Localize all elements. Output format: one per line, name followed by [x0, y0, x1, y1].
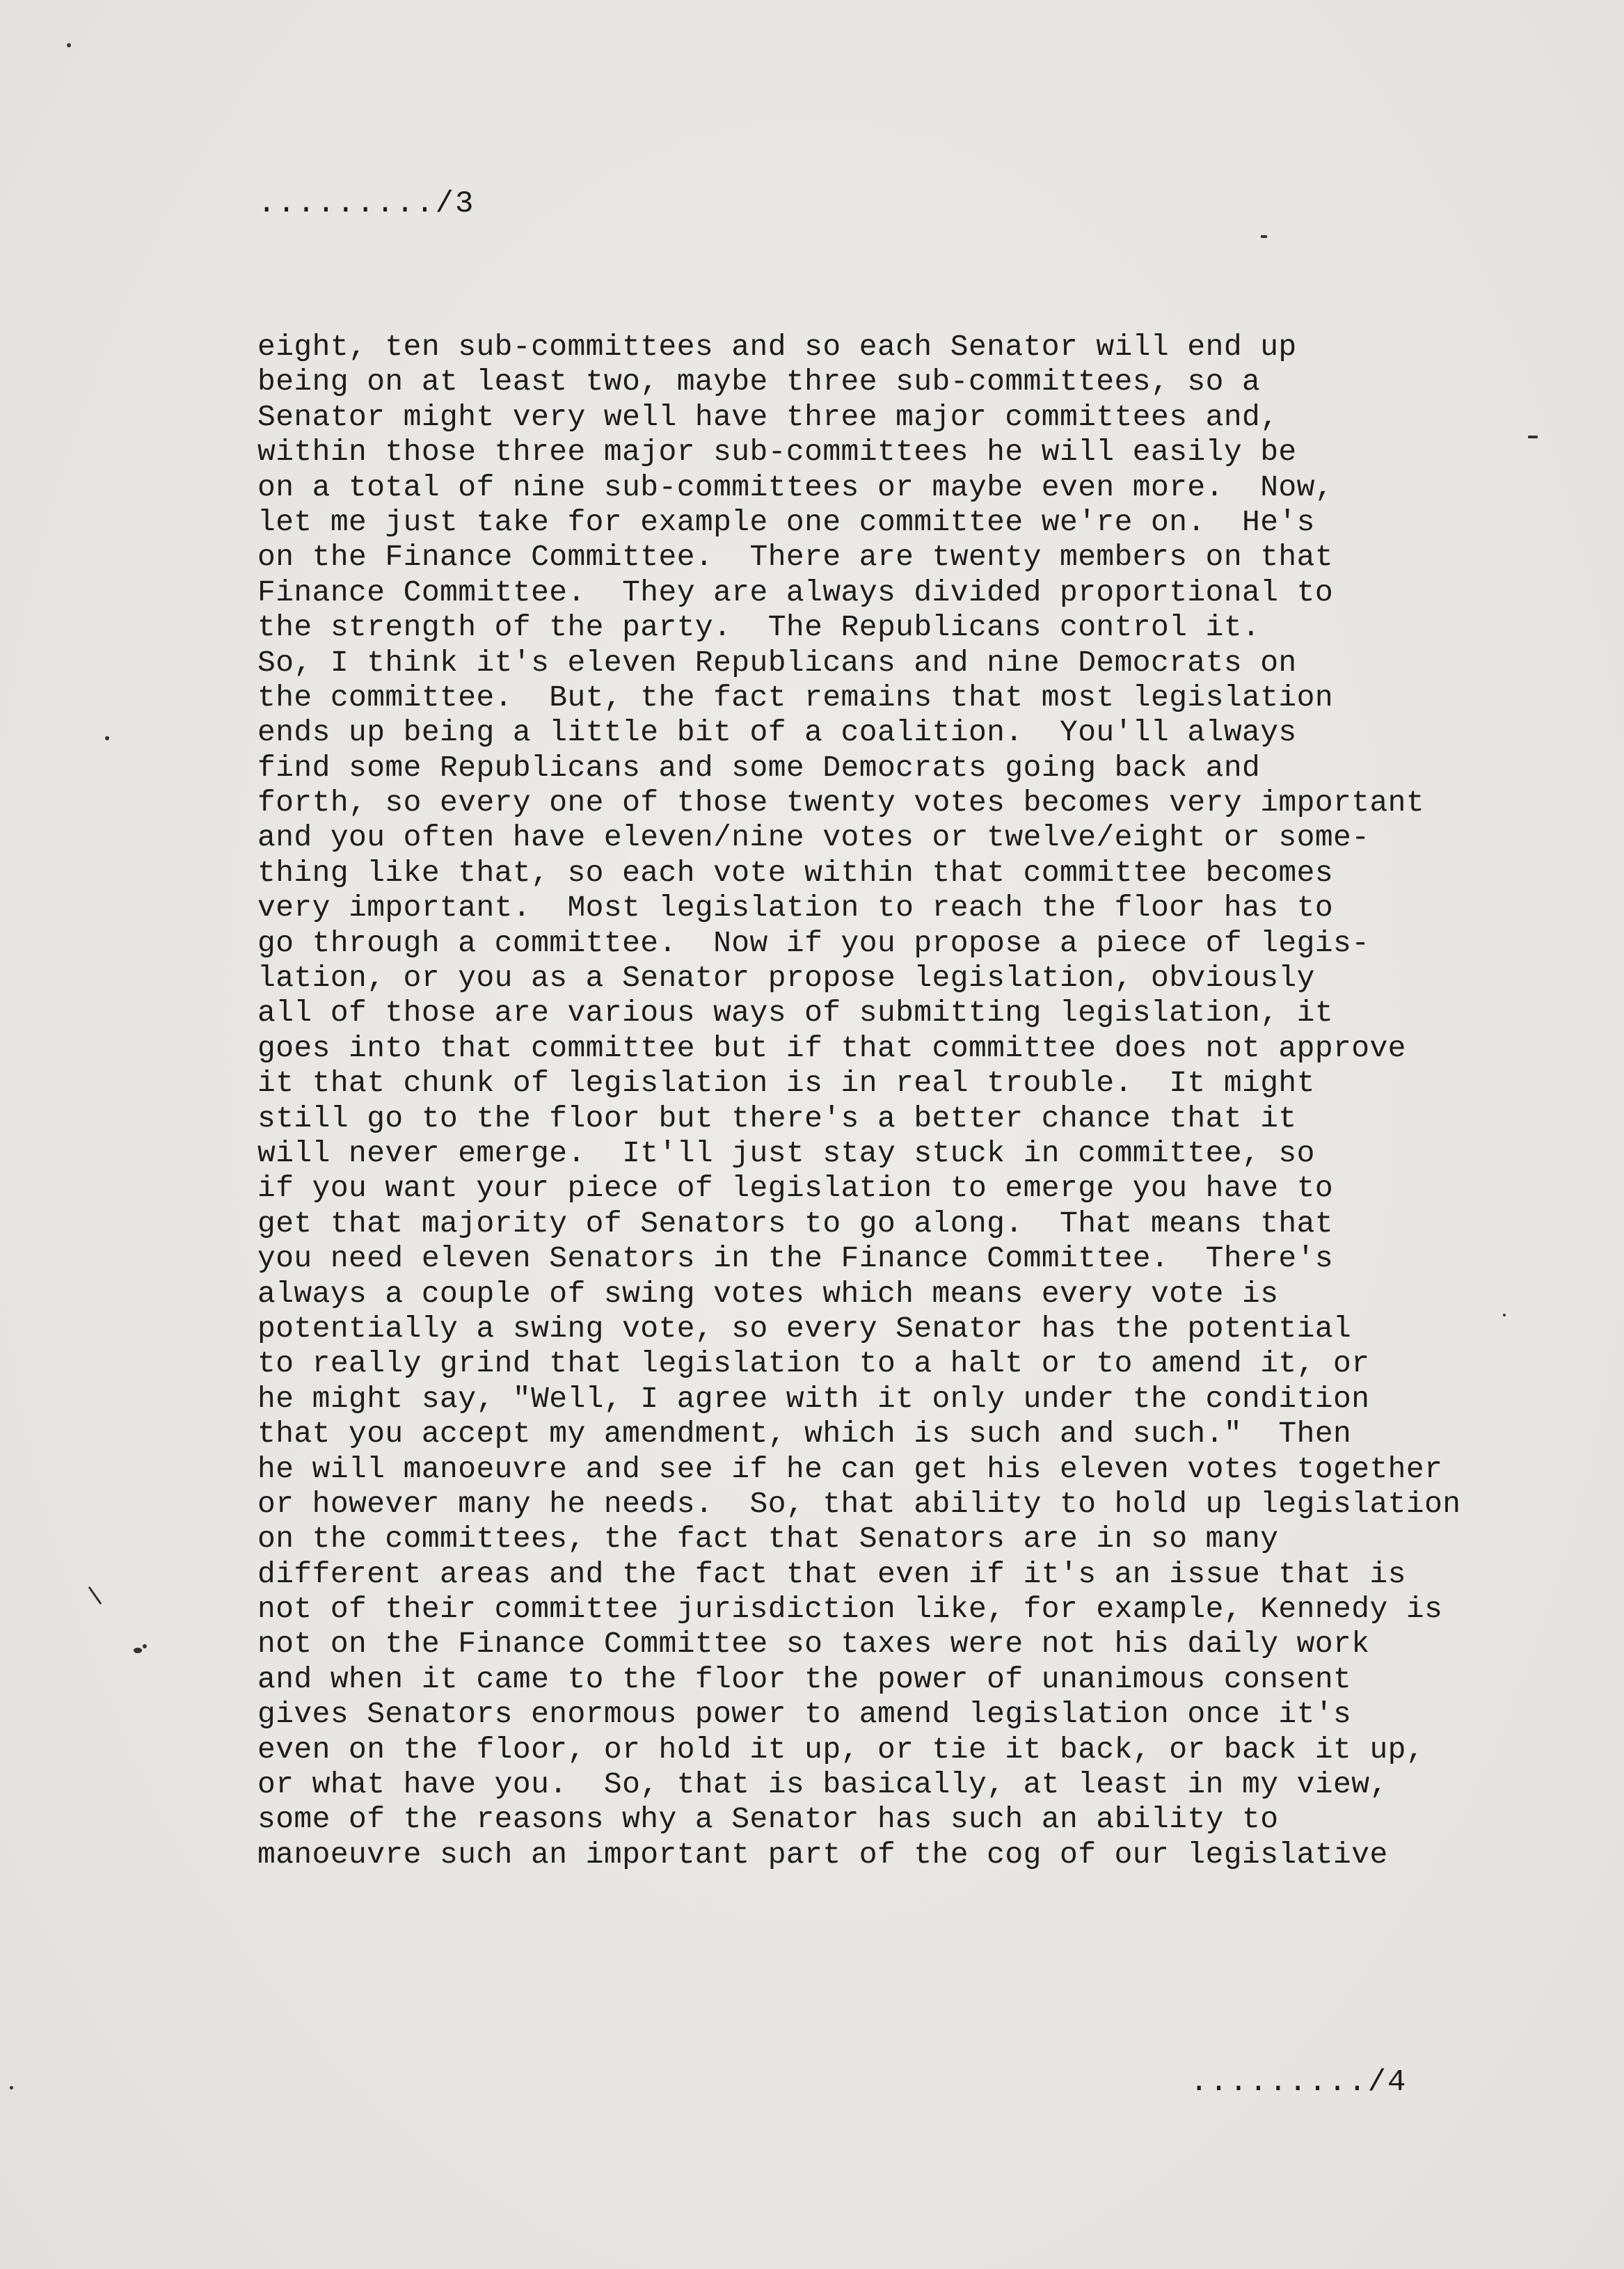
text-line: ends up being a little bit of a coalition. You'll always	[257, 715, 1297, 750]
text-line: to really grind that legislation to a halt or to amend it, or	[257, 1346, 1370, 1381]
text-line: even on the floor, or hold it up, or tie it back, or back it up,	[257, 1732, 1425, 1767]
text-line: Finance Committee. They are always divided proportional to	[257, 575, 1334, 610]
text-line: let me just take for example one committee we're on. He's	[257, 504, 1315, 539]
scan-speck	[1528, 436, 1538, 438]
text-line: eight, ten sub-committees and so each Senator will end up	[257, 330, 1297, 364]
text-line: go through a committee. Now if you propose a piece of legis-	[257, 925, 1370, 960]
text-line: Senator might very well have three major committees and,	[257, 399, 1279, 434]
text-line: if you want your piece of legislation to emerge you have to	[257, 1171, 1334, 1206]
text-line: not of their committee jurisdiction like, for example, Kennedy is	[257, 1592, 1443, 1627]
text-line: gives Senators enormous power to amend legislation once it's	[257, 1697, 1352, 1732]
text-line: on a total of nine sub-committees or maybe even more. Now,	[257, 470, 1334, 504]
text-line: the committee. But, the fact remains that most legislation	[257, 680, 1334, 715]
text-line: or what have you. So, that is basically, at least in my view,	[257, 1767, 1388, 1802]
body-text	[257, 330, 1461, 1872]
text-line: different areas and the fact that even if it's an issue that is	[257, 1557, 1406, 1591]
text-line: potentially a swing vote, so every Senator has the potential	[257, 1311, 1352, 1346]
scan-speck	[10, 2086, 13, 2089]
text-line: lation, or you as a Senator propose legislation, obviously	[257, 961, 1315, 996]
scan-speck	[1261, 235, 1267, 238]
text-line: always a couple of swing votes which means every vote is	[257, 1276, 1279, 1311]
text-line: he might say, "Well, I agree with it only under the condition	[257, 1381, 1370, 1416]
text-line: find some Republicans and some Democrats going back and	[257, 750, 1261, 785]
text-line: it that chunk of legislation is in real trouble. It might	[257, 1066, 1315, 1101]
text-line: he will manoeuvre and see if he can get his eleven votes together	[257, 1451, 1443, 1486]
text-line: goes into that committee but if that committee does not approve	[257, 1030, 1406, 1065]
text-line: thing like that, so each vote within that committee becomes	[257, 855, 1334, 890]
text-line: that you accept my amendment, which is such and such." Then	[257, 1417, 1352, 1451]
scan-speck	[88, 1586, 102, 1605]
text-line: forth, so every one of those twenty votes becomes very important	[257, 786, 1425, 820]
text-line: very important. Most legislation to reach the floor has to	[257, 891, 1334, 925]
text-line: and you often have eleven/nine votes or twelve/eight or some-	[257, 820, 1370, 855]
text-line: on the committees, the fact that Senators are in so many	[257, 1522, 1279, 1557]
text-line: all of those are various ways of submitting legislation, it	[257, 996, 1334, 1030]
text-line: some of the reasons why a Senator has such an ability to	[257, 1802, 1279, 1837]
scan-speck	[134, 1648, 142, 1653]
text-line: not on the Finance Committee so taxes were not his daily work	[257, 1627, 1370, 1662]
text-line: So, I think it's eleven Republicans and nine Democrats on	[257, 645, 1297, 680]
text-line: and when it came to the floor the power of unanimous consent	[257, 1662, 1352, 1696]
text-line: will never emerge. It'll just stay stuck in committee, so	[257, 1136, 1315, 1170]
scan-speck	[1503, 1314, 1506, 1316]
text-line: within those three major sub-committees he will easily be	[257, 435, 1297, 470]
scan-speck	[105, 736, 109, 740]
text-line: being on at least two, maybe three sub-committees, so a	[257, 365, 1261, 399]
text-line: you need eleven Senators in the Finance Committee. There's	[257, 1241, 1334, 1276]
text-line: get that majority of Senators to go along. That means that	[257, 1206, 1334, 1241]
scan-speck	[143, 1644, 147, 1648]
scan-speck	[67, 43, 71, 47]
text-line: manoeuvre such an important part of the cog of our legislative	[257, 1837, 1388, 1872]
text-line: still go to the floor but there's a better chance that it	[257, 1101, 1297, 1136]
page-continuation-marker-bottom: ........./4	[1190, 2065, 1408, 2100]
text-line: the strength of the party. The Republicans control it.	[257, 610, 1261, 645]
text-line: or however many he needs. So, that ability to hold up legislation	[257, 1486, 1461, 1521]
text-line: on the Finance Committee. There are twenty members on that	[257, 540, 1334, 575]
page-continuation-marker-top: ........./3	[257, 186, 475, 221]
